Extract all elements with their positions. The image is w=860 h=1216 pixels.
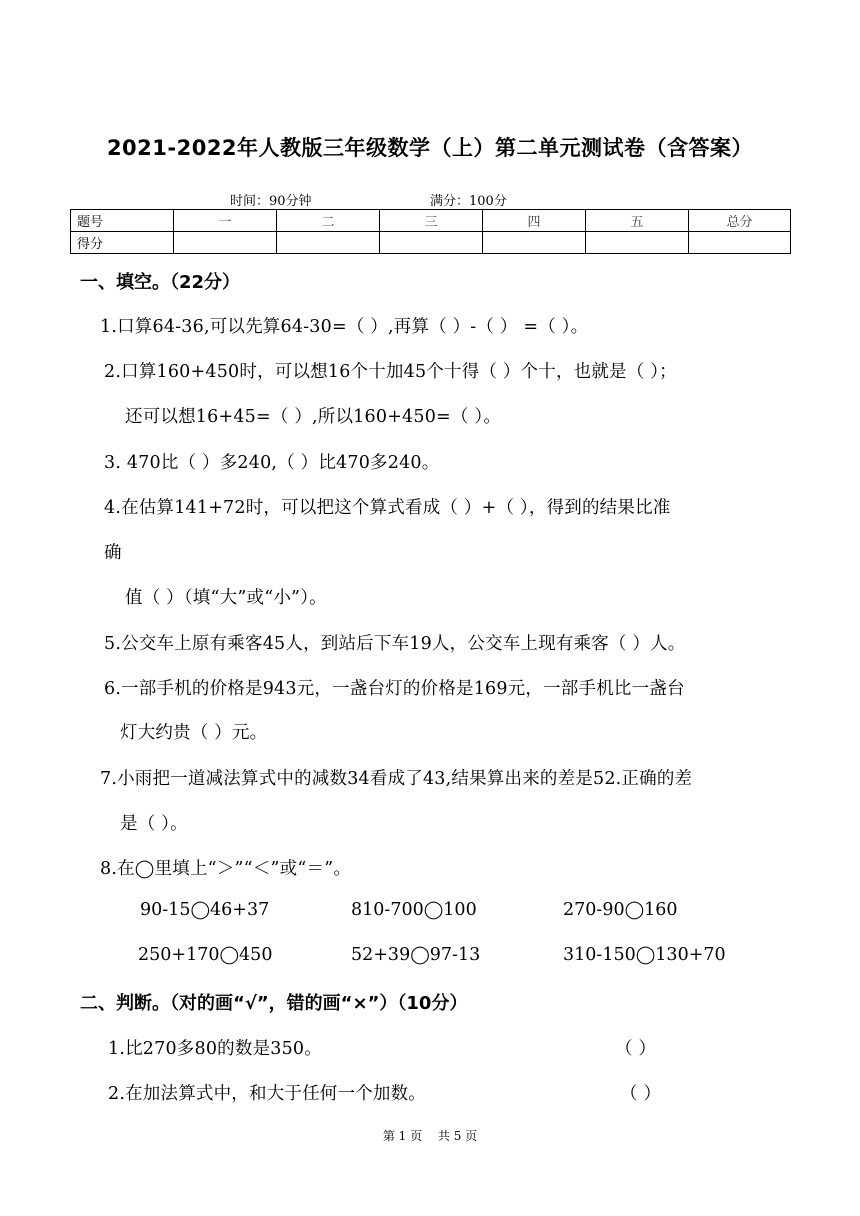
- header-cell: 三: [380, 210, 483, 232]
- comparison-item: 90-15◯46+37: [140, 900, 270, 920]
- question-line: 还可以想16+45=（ ）,所以160+450=（ ）。: [125, 407, 502, 427]
- judge-item-text: 1.比270多80的数是350。: [108, 1039, 322, 1059]
- table-row: [71, 232, 791, 254]
- page-number: 第 1 页: [382, 1129, 423, 1143]
- judge-item-blank[interactable]: （ ）: [615, 1039, 657, 1059]
- header-cell: 五: [586, 210, 689, 232]
- score-cell-total[interactable]: [689, 232, 791, 254]
- row-label-question-number: 题号: [71, 210, 174, 232]
- score-table: [70, 209, 791, 254]
- exam-time: 时间：90分钟: [230, 194, 312, 209]
- question-line: 5.公交车上原有乘客45人，到站后下车19人，公交车上现有乘客（ ）人。: [104, 634, 686, 654]
- question-line: 8.在◯里填上“＞”“＜”或“＝”。: [100, 859, 352, 879]
- question-line: 4.在估算141+72时，可以把这个算式看成（ ）+（ ），得到的结果比准: [104, 498, 671, 518]
- exam-full-score: 满分：100分: [430, 194, 507, 209]
- question-line: 6.一部手机的价格是943元，一盏台灯的价格是169元，一部手机比一盏台: [104, 679, 685, 699]
- header-cell: 四: [483, 210, 586, 232]
- judge-item-text: 2.在加法算式中，和大于任何一个加数。: [108, 1084, 426, 1104]
- question-line: 值（ ）（填“大”或“小”）。: [125, 588, 327, 608]
- page-footer: [0, 1127, 860, 1144]
- section-heading-fill-blank: 一、填空。（22分）: [80, 272, 241, 293]
- judge-item-blank[interactable]: （ ）: [620, 1084, 662, 1104]
- page-title: 2021-2022年人教版三年级数学（上）第二单元测试卷（含答案）: [106, 136, 754, 160]
- row-label-score: 得分: [71, 232, 174, 254]
- score-cell[interactable]: [483, 232, 586, 254]
- question-line: 3. 470比（ ）多240,（ ）比470多240。: [104, 453, 440, 473]
- page-total: 共 5 页: [437, 1129, 478, 1143]
- comparison-item: 310-150◯130+70: [563, 945, 726, 965]
- comparison-item: 270-90◯160: [563, 900, 678, 920]
- table-row: [71, 210, 791, 232]
- header-cell-total: 总分: [689, 210, 791, 232]
- question-line: 7.小雨把一道减法算式中的减数34看成了43,结果算出来的差是52.正确的差: [100, 769, 693, 789]
- question-line: 1.口算64-36,可以先算64-30=（ ）,再算（ ）-（ ） =（ ）。: [100, 317, 589, 337]
- score-cell[interactable]: [174, 232, 277, 254]
- comparison-item: 250+170◯450: [138, 945, 273, 965]
- question-line: 是（ ）。: [120, 814, 188, 834]
- question-line: 2.口算160+450时，可以想16个十加45个十得（ ）个十，也就是（ ）；: [104, 362, 677, 382]
- comparison-item: 810-700◯100: [351, 900, 477, 920]
- comparison-item: 52+39◯97-13: [351, 945, 481, 965]
- header-cell: 二: [277, 210, 380, 232]
- section-heading-judge: 二、判断。（对的画“√”，错的画“×”）（10分）: [80, 993, 468, 1014]
- score-cell[interactable]: [380, 232, 483, 254]
- score-cell[interactable]: [277, 232, 380, 254]
- header-cell: 一: [174, 210, 277, 232]
- question-line: 确: [104, 543, 122, 563]
- score-cell[interactable]: [586, 232, 689, 254]
- question-line: 灯大约贵（ ）元。: [120, 723, 268, 743]
